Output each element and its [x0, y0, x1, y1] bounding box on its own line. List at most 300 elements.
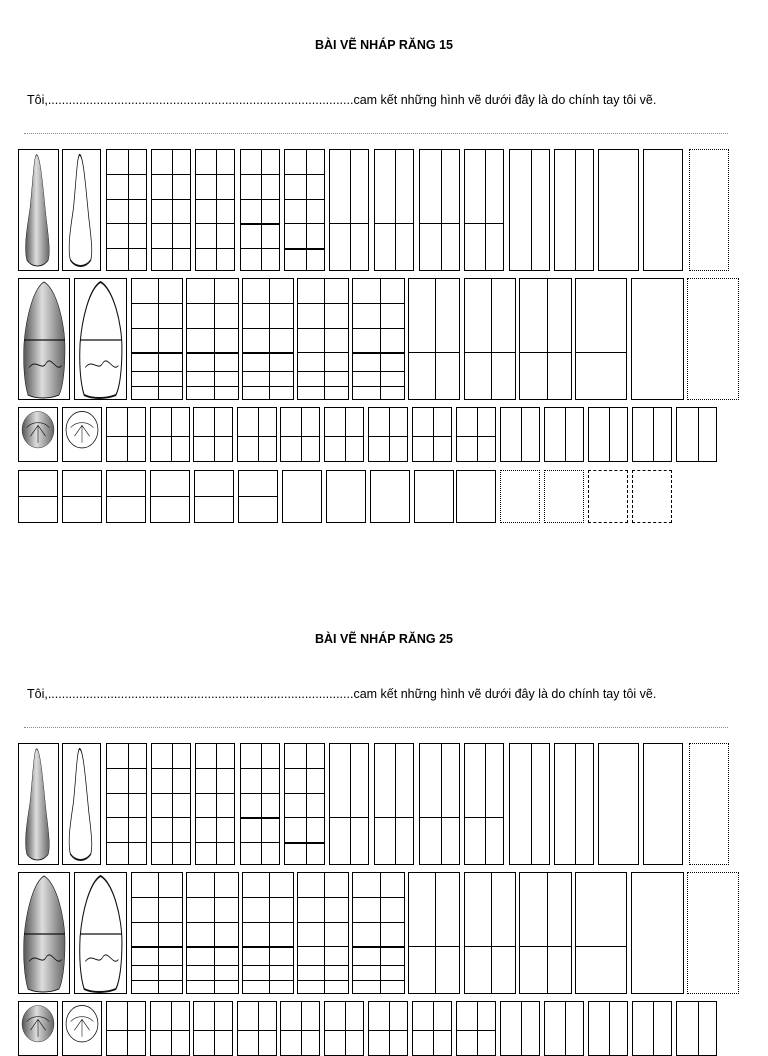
drawing-grid-cell [464, 743, 504, 865]
tooth-reference-image [74, 278, 127, 400]
grid-line [353, 980, 404, 981]
grid-line [152, 768, 190, 769]
drawing-grid-cell [374, 149, 414, 271]
grid-line [281, 1030, 319, 1031]
grid-line [241, 842, 279, 843]
drawing-grid-cell [643, 743, 683, 865]
grid-line [298, 922, 348, 923]
grid-line [653, 408, 654, 461]
grid-line [107, 768, 146, 769]
grid-line [441, 150, 442, 270]
grid-line [465, 817, 503, 818]
grid-line [258, 408, 259, 461]
drawing-grid-cell [297, 278, 349, 400]
grid-line [353, 386, 404, 387]
grid-line [485, 150, 486, 270]
grid-line [196, 768, 234, 769]
grid-line [107, 817, 146, 818]
grid-line [152, 793, 190, 794]
drawing-grid-cell [280, 1001, 320, 1056]
grid-line [258, 1002, 259, 1055]
grid-line [298, 328, 348, 329]
tooth-reference-image [18, 407, 58, 462]
grid-line [152, 842, 190, 843]
drawing-grid-cell [326, 470, 366, 523]
grid-line [353, 897, 404, 898]
drawing-grid-cell [632, 407, 672, 462]
grid-line [214, 408, 215, 461]
grid-line [241, 768, 279, 769]
grid-line [107, 842, 146, 843]
grid-line [298, 965, 348, 966]
grid-line [353, 328, 404, 329]
drawing-grid-cell [464, 872, 516, 994]
grid-line [196, 174, 234, 175]
drawing-grid-cell [368, 407, 408, 462]
drawing-grid-cell [544, 1001, 584, 1056]
section-title: BÀI VẼ NHÁP RĂNG 25 [315, 632, 453, 646]
grid-line [491, 279, 492, 399]
tooth-reference-image [18, 872, 70, 994]
drawing-grid-cell [282, 470, 322, 523]
grid-line [194, 1030, 232, 1031]
grid-line [196, 817, 234, 818]
grid-line [325, 436, 363, 437]
grid-line [520, 352, 571, 353]
grid-line [187, 946, 238, 948]
grid-line [285, 174, 324, 175]
grid-line [565, 1002, 566, 1055]
grid-line [243, 371, 293, 372]
grid-line [485, 744, 486, 864]
grid-line [196, 223, 234, 224]
grid-line [353, 946, 404, 948]
drawing-grid-cell [412, 1001, 452, 1056]
grid-line [380, 279, 381, 399]
grid-line [216, 150, 217, 270]
grid-line [151, 1030, 189, 1031]
drawing-grid-cell [131, 278, 183, 400]
drawing-grid-cell [329, 743, 369, 865]
tooth-reference-image [62, 1001, 102, 1056]
grid-line [152, 248, 190, 249]
tooth-reference-image [74, 872, 127, 994]
grid-line [353, 352, 404, 354]
drawing-grid-cell [324, 1001, 364, 1056]
grid-line [389, 408, 390, 461]
grid-line [395, 150, 396, 270]
grid-line [127, 408, 128, 461]
drawing-grid-cell [408, 278, 460, 400]
drawing-grid-cell [456, 1001, 496, 1056]
drawing-grid-cell [352, 872, 405, 994]
drawing-grid-cell [62, 470, 102, 523]
drawing-grid-cell [186, 278, 239, 400]
grid-line [132, 946, 182, 948]
grid-line [107, 496, 145, 497]
grid-line [285, 248, 324, 250]
grid-line [19, 496, 57, 497]
grid-line [187, 371, 238, 372]
drawing-grid-cell [193, 1001, 233, 1056]
grid-line [409, 352, 459, 353]
drawing-grid-cell [689, 743, 729, 865]
grid-line [158, 279, 159, 399]
grid-line [171, 1002, 172, 1055]
grid-line [465, 352, 515, 353]
drawing-grid-cell [676, 407, 717, 462]
drawing-grid-cell [631, 278, 684, 400]
drawing-grid-cell [131, 872, 183, 994]
grid-line [353, 371, 404, 372]
drawing-grid-cell [544, 407, 584, 462]
grid-line [441, 744, 442, 864]
grid-line [187, 922, 238, 923]
drawing-grid-cell [237, 1001, 277, 1056]
grid-line [243, 386, 293, 387]
drawing-grid-cell [676, 1001, 717, 1056]
grid-line [413, 436, 451, 437]
drawing-grid-cell [419, 743, 460, 865]
grid-line [151, 496, 189, 497]
grid-line [298, 946, 348, 947]
grid-line [196, 248, 234, 249]
grid-line [152, 223, 190, 224]
drawing-grid-cell [689, 149, 729, 271]
grid-line [196, 842, 234, 843]
grid-line [653, 1002, 654, 1055]
drawing-grid-cell [284, 149, 325, 271]
drawing-grid-cell [500, 407, 540, 462]
grid-line [521, 1002, 522, 1055]
drawing-grid-cell [242, 278, 294, 400]
drawing-grid-cell [18, 470, 58, 523]
tooth-reference-image [18, 743, 59, 865]
grid-line [152, 174, 190, 175]
drawing-grid-cell [193, 407, 233, 462]
grid-line [609, 408, 610, 461]
grid-line [325, 1030, 363, 1031]
grid-line [477, 408, 478, 461]
grid-line [241, 199, 279, 200]
grid-line [281, 436, 319, 437]
grid-line [409, 946, 459, 947]
grid-line [465, 223, 503, 224]
grid-line [241, 793, 279, 794]
grid-line [243, 980, 293, 981]
grid-line [196, 793, 234, 794]
grid-line [433, 1002, 434, 1055]
grid-line [216, 744, 217, 864]
grid-line [269, 873, 270, 993]
drawing-grid-cell [632, 1001, 672, 1056]
grid-line [195, 496, 233, 497]
grid-line [324, 873, 325, 993]
grid-line [151, 436, 189, 437]
grid-line [576, 352, 626, 353]
grid-line [698, 1002, 699, 1055]
grid-line [241, 174, 279, 175]
grid-line [196, 199, 234, 200]
drawing-grid-cell [151, 149, 191, 271]
grid-line [330, 223, 368, 224]
grid-line [214, 279, 215, 399]
grid-line [127, 1002, 128, 1055]
drawing-grid-cell [151, 743, 191, 865]
grid-line [243, 922, 293, 923]
drawing-grid-cell [284, 743, 325, 865]
drawing-grid-cell [106, 470, 146, 523]
grid-line [413, 1030, 451, 1031]
drawing-grid-cell [456, 407, 496, 462]
grid-line [375, 223, 413, 224]
drawing-grid-cell [106, 149, 147, 271]
grid-line [285, 793, 324, 794]
drawing-grid-cell [544, 470, 584, 523]
grid-line [298, 303, 348, 304]
drawing-grid-cell [509, 149, 550, 271]
drawing-grid-cell [687, 872, 739, 994]
drawing-grid-cell [408, 872, 460, 994]
grid-line [285, 223, 324, 224]
grid-line [107, 248, 146, 249]
grid-line [353, 303, 404, 304]
grid-line [194, 436, 232, 437]
drawing-grid-cell [186, 872, 239, 994]
grid-line [261, 744, 262, 864]
drawing-grid-cell [500, 1001, 540, 1056]
grid-line [214, 873, 215, 993]
grid-line [243, 352, 293, 354]
grid-line [298, 386, 348, 387]
tooth-reference-image [18, 1001, 58, 1056]
grid-line [132, 328, 182, 329]
grid-line [435, 873, 436, 993]
drawing-grid-cell [554, 149, 594, 271]
grid-line [241, 223, 279, 225]
drawing-grid-cell [106, 1001, 146, 1056]
grid-line [152, 199, 190, 200]
grid-line [285, 199, 324, 200]
drawing-grid-cell [500, 470, 540, 523]
grid-line [350, 744, 351, 864]
grid-line [241, 817, 279, 819]
grid-line [531, 150, 532, 270]
grid-line [243, 897, 293, 898]
grid-line [285, 842, 324, 844]
drawing-grid-cell [412, 407, 452, 462]
drawing-grid-cell [414, 470, 454, 523]
drawing-grid-cell [419, 149, 460, 271]
drawing-grid-cell [374, 743, 414, 865]
drawing-grid-cell [194, 470, 234, 523]
drawing-grid-cell [324, 407, 364, 462]
grid-line [575, 744, 576, 864]
grid-line [547, 279, 548, 399]
tooth-reference-image [62, 407, 102, 462]
grid-line [107, 1030, 145, 1031]
grid-line [491, 873, 492, 993]
grid-line [241, 248, 279, 249]
grid-line [128, 744, 129, 864]
grid-line [465, 946, 515, 947]
grid-line [301, 408, 302, 461]
tooth-reference-image [18, 278, 70, 400]
grid-line [609, 1002, 610, 1055]
grid-line [172, 150, 173, 270]
drawing-grid-cell [150, 407, 190, 462]
grid-line [239, 496, 277, 497]
grid-line [107, 199, 146, 200]
grid-line [187, 328, 238, 329]
grid-line [531, 744, 532, 864]
grid-line [107, 223, 146, 224]
grid-line [330, 817, 368, 818]
grid-line [375, 817, 413, 818]
grid-line [350, 150, 351, 270]
grid-line [520, 946, 571, 947]
grid-line [353, 922, 404, 923]
pledge-line: Tôi,........................................................................................cam kết những hình vẽ dưới đây là do chính tay tôi vẽ. [27, 687, 657, 701]
grid-line [132, 922, 182, 923]
drawing-grid-cell [106, 743, 147, 865]
grid-line [132, 980, 182, 981]
tooth-reference-image [62, 743, 101, 865]
tooth-reference-image [62, 149, 101, 271]
drawing-grid-cell [588, 407, 628, 462]
grid-line [306, 150, 307, 270]
drawing-grid-cell [242, 872, 294, 994]
grid-line [698, 408, 699, 461]
drawing-grid-cell [297, 872, 349, 994]
grid-line [576, 946, 626, 947]
grid-line [187, 897, 238, 898]
grid-line [187, 386, 238, 387]
drawing-grid-cell [195, 149, 235, 271]
grid-line [269, 279, 270, 399]
tooth-reference-image [18, 149, 59, 271]
grid-line [238, 436, 276, 437]
drawing-grid-cell [150, 1001, 190, 1056]
drawing-grid-cell [329, 149, 369, 271]
grid-line [433, 408, 434, 461]
drawing-grid-cell [598, 743, 639, 865]
section-title: BÀI VẼ NHÁP RĂNG 15 [315, 38, 453, 52]
drawing-grid-cell [464, 278, 516, 400]
grid-line [152, 817, 190, 818]
grid-line [285, 817, 324, 818]
grid-line [132, 965, 182, 966]
grid-line [285, 768, 324, 769]
drawing-grid-cell [238, 470, 278, 523]
drawing-grid-cell [575, 872, 627, 994]
grid-line [369, 436, 407, 437]
drawing-grid-cell [150, 470, 190, 523]
grid-line [435, 279, 436, 399]
drawing-grid-cell [464, 149, 504, 271]
grid-line [128, 150, 129, 270]
drawing-grid-cell [456, 470, 496, 523]
drawing-grid-cell [280, 407, 320, 462]
drawing-grid-cell [240, 149, 280, 271]
grid-line [107, 436, 145, 437]
grid-line [420, 817, 459, 818]
grid-line [477, 1002, 478, 1055]
grid-line [132, 371, 182, 372]
grid-line [298, 980, 348, 981]
grid-line [214, 1002, 215, 1055]
pledge-line: Tôi,........................................................................................cam kết những hình vẽ dưới đây là do chính tay tôi vẽ. [27, 93, 657, 107]
grid-line [306, 744, 307, 864]
drawing-grid-cell [643, 149, 683, 271]
grid-line [575, 150, 576, 270]
grid-line [132, 303, 182, 304]
grid-line [298, 371, 348, 372]
grid-line [565, 408, 566, 461]
grid-line [324, 279, 325, 399]
drawing-grid-cell [240, 743, 280, 865]
grid-line [298, 897, 348, 898]
grid-line [243, 303, 293, 304]
grid-line [158, 873, 159, 993]
grid-line [243, 328, 293, 329]
grid-line [353, 965, 404, 966]
grid-line [395, 744, 396, 864]
drawing-grid-cell [370, 470, 410, 523]
grid-line [243, 946, 293, 948]
dotted-divider [24, 133, 728, 134]
drawing-grid-cell [519, 278, 572, 400]
grid-line [187, 965, 238, 966]
grid-line [261, 150, 262, 270]
grid-line [132, 897, 182, 898]
grid-line [457, 1030, 495, 1031]
drawing-grid-cell [575, 278, 627, 400]
drawing-grid-cell [519, 872, 572, 994]
grid-line [187, 980, 238, 981]
grid-line [369, 1030, 407, 1031]
grid-line [107, 174, 146, 175]
grid-line [243, 965, 293, 966]
drawing-grid-cell [509, 743, 550, 865]
grid-line [457, 436, 495, 437]
drawing-grid-cell [106, 407, 146, 462]
grid-line [301, 1002, 302, 1055]
grid-line [298, 352, 348, 353]
grid-line [63, 496, 101, 497]
dotted-divider [24, 727, 728, 728]
grid-line [187, 352, 238, 354]
drawing-grid-cell [352, 278, 405, 400]
grid-line [172, 744, 173, 864]
drawing-grid-cell [631, 872, 684, 994]
drawing-grid-cell [632, 470, 672, 523]
grid-line [132, 352, 182, 354]
grid-line [238, 1030, 276, 1031]
grid-line [547, 873, 548, 993]
grid-line [345, 1002, 346, 1055]
drawing-grid-cell [237, 407, 277, 462]
drawing-grid-cell [598, 149, 639, 271]
grid-line [420, 223, 459, 224]
drawing-grid-cell [195, 743, 235, 865]
drawing-grid-cell [588, 470, 628, 523]
drawing-grid-cell [368, 1001, 408, 1056]
grid-line [389, 1002, 390, 1055]
grid-line [345, 408, 346, 461]
drawing-grid-cell [554, 743, 594, 865]
drawing-grid-cell [588, 1001, 628, 1056]
